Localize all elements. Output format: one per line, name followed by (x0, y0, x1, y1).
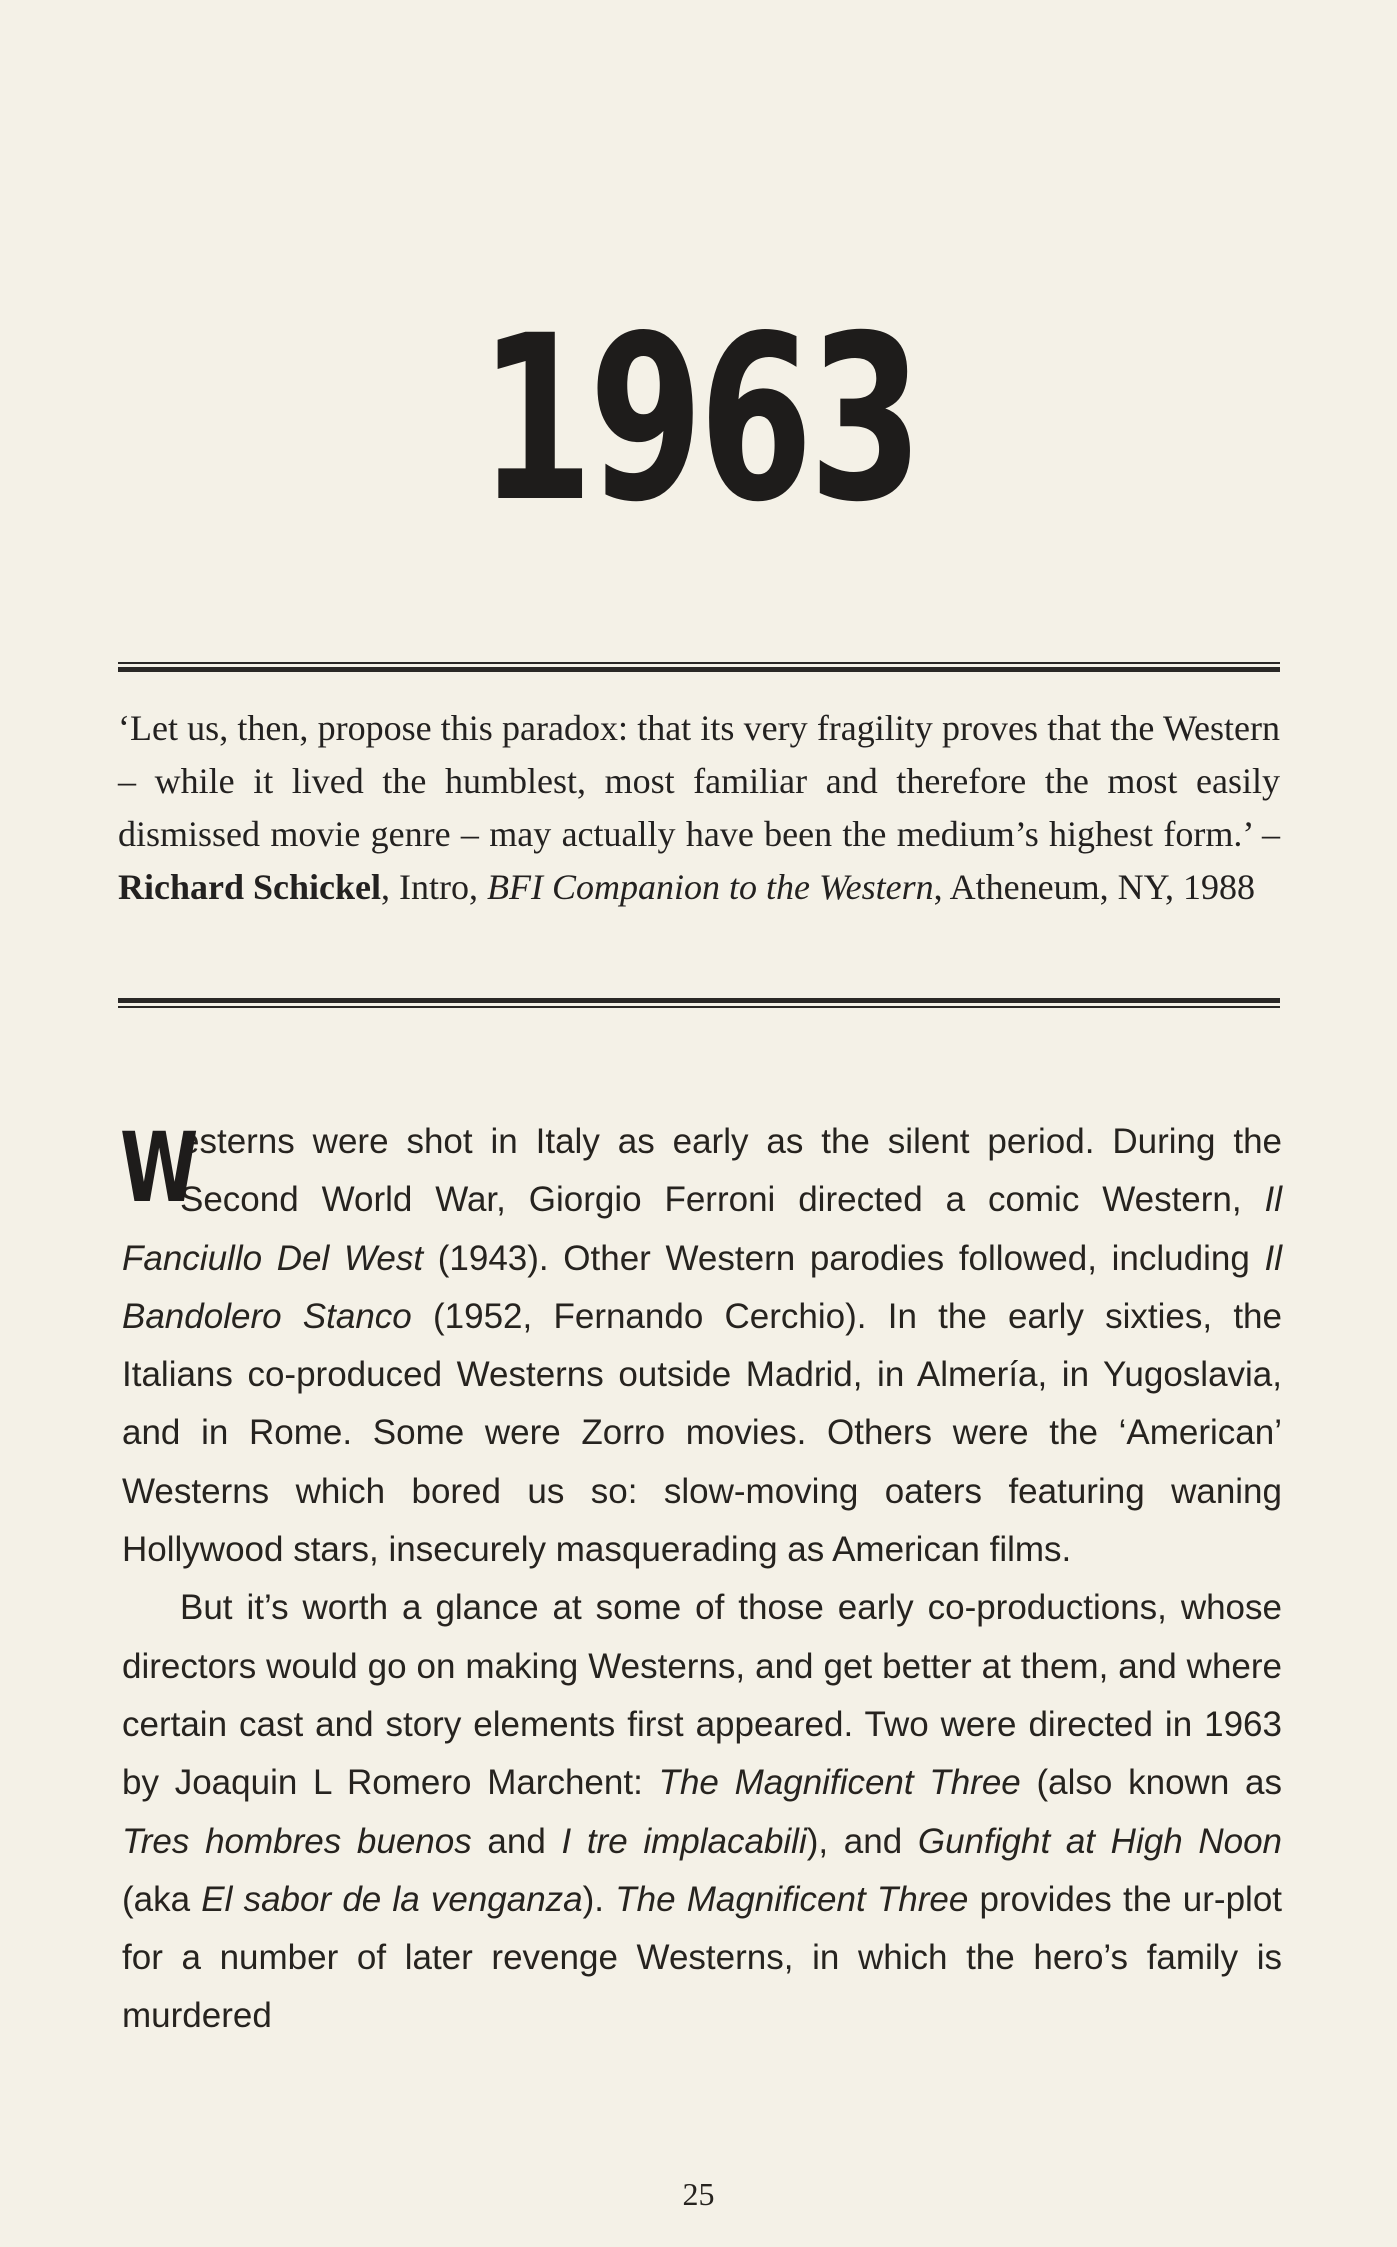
film-title: Gunfight at High Noon (917, 1821, 1282, 1861)
text-run: But it’s worth a glance at some of those early co-productions, whose directors would go on making Westerns, and get better at them, and where certain cast and story elements first appeared. Two were directed in 1963 by Joaquin L Romero Marchent: (122, 1588, 1282, 1803)
epigraph-book-title: BFI Companion to the Western (487, 867, 934, 907)
text-run: provides the ur-plot for a number of later revenge Westerns, in which the hero’s family is murdered (122, 1879, 1283, 2036)
text-run: and (471, 1821, 562, 1861)
text-run: (aka (122, 1879, 202, 1919)
text-run: ), and (806, 1821, 918, 1861)
bottom-double-rule (118, 998, 1280, 1008)
paragraph-2 (122, 1579, 1282, 2045)
film-title: Il Bandolero Stanco (122, 1238, 1282, 1336)
text-run: (1943). Other Western parodies followed, including (423, 1238, 1265, 1278)
text-run: (1952, Fernando Cerchio). In the early sixties, the Italians co-produced Westerns outside Madrid, in Almería, in Yugoslavia, and in Rome. Some were Zorro movies. Others were the ‘American’ Westerns which bored us so: slow-moving oaters featuring waning Hollywood stars, insecurely masquerading as American films. (122, 1296, 1282, 1570)
chapter-year-heading: 1963 (479, 286, 919, 552)
epigraph-source-prefix: , Intro, (381, 867, 487, 907)
film-title: Tres hombres buenos (122, 1821, 472, 1861)
epigraph-author: Richard Schickel (118, 867, 382, 907)
text-run: (also known as (1020, 1763, 1283, 1803)
epigraph-publisher: , Atheneum, NY, 1988 (933, 867, 1255, 907)
epigraph-dash: – (1251, 814, 1281, 854)
film-title: Il Fanciullo Del West (122, 1180, 1282, 1278)
film-title: I tre implacabili (561, 1821, 807, 1861)
body-text (122, 1113, 1282, 2046)
text-run: ). (582, 1879, 616, 1919)
page-number: 25 (682, 2176, 715, 2212)
film-title: The Magnificent Three (658, 1763, 1021, 1803)
epigraph (118, 702, 1280, 914)
top-double-rule (118, 662, 1280, 672)
epigraph-quote: ‘Let us, then, propose this paradox: that its very fragility proves that the Western – while it lived the humblest, most familiar and therefore the most easily dismissed movie genre – may actually have been the medium’s highest form.’ (118, 708, 1280, 854)
film-title: El sabor de la venganza (201, 1879, 583, 1919)
drop-cap: W (120, 1112, 199, 1224)
paragraph-1 (122, 1113, 1282, 1579)
film-title: The Magnificent Three (615, 1879, 969, 1919)
text-run: esterns were shot in Italy as early as the silent period. During the Second World War, Giorgio Ferroni directed a comic Western, (180, 1122, 1282, 1220)
